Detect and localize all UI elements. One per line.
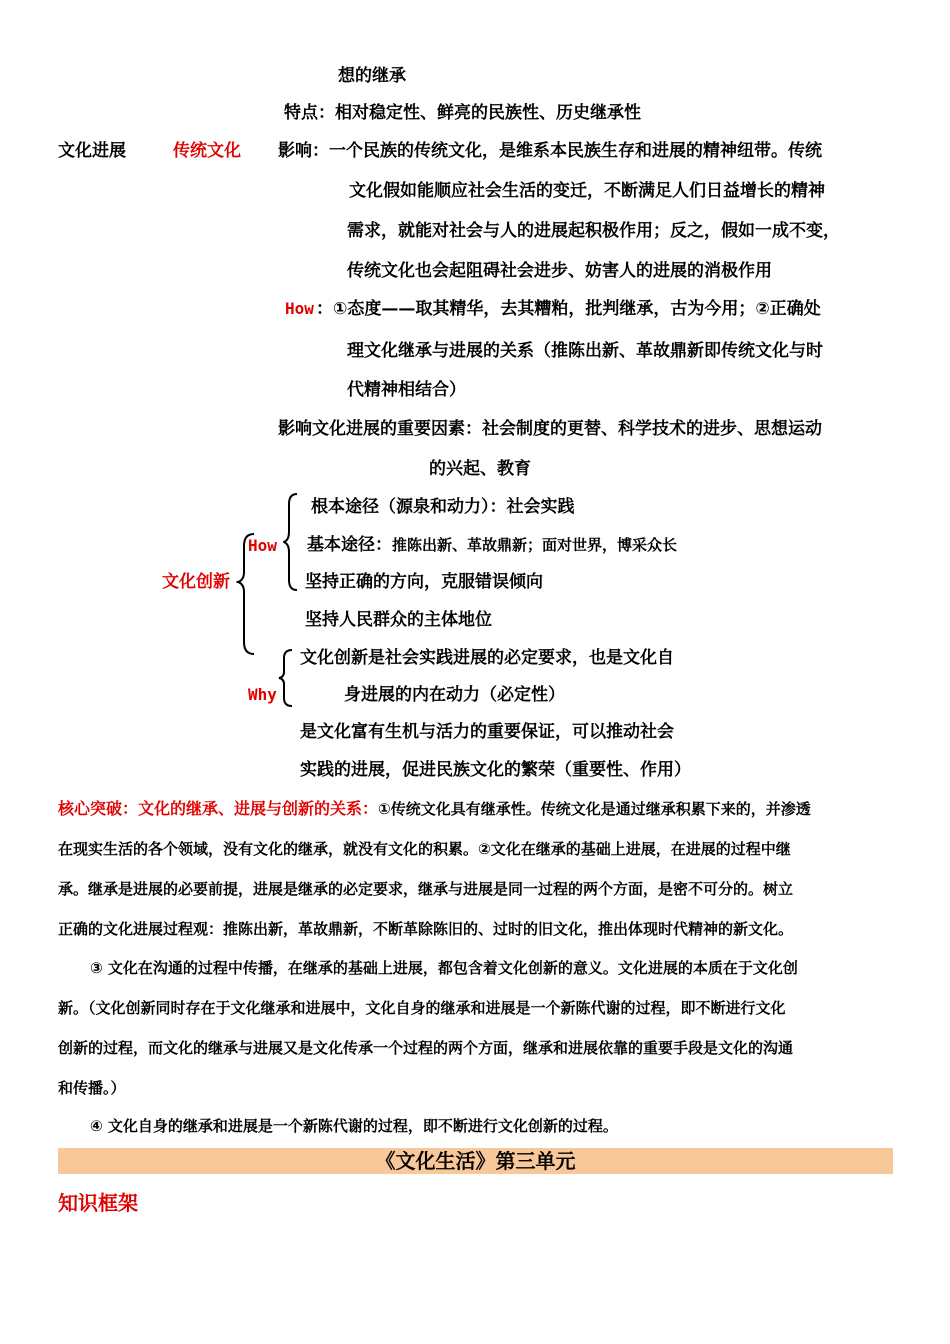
influence-line-2: 文化假如能顺应社会生活的变迁，不断满足人们日益增长的精神	[349, 181, 825, 201]
label-wenhua-jinzhan: 文化进展	[58, 141, 126, 161]
core-p3-line-2: 新。（文化创新同时存在于文化继承和进展中，文化自身的继承和进展是一个新陈代谢的过程，即不断进行文化	[58, 999, 786, 1017]
core-line-3: 承。继承是进展的必要前提，进展是继承的必定要求，继承与进展是同一过程的两个方面，是密不可分的。树立	[58, 880, 794, 898]
how-brace	[283, 492, 299, 592]
how-line-3: 代精神相结合）	[347, 380, 466, 400]
core-p3-line-3: 创新的过程，而文化的继承与进展又是文化传承一个过程的两个方面，继承和进展依靠的重要手段是文化的沟通	[58, 1039, 794, 1057]
why-brace	[278, 648, 294, 708]
label-chuantong-wenhua: 传统文化	[173, 141, 241, 161]
factors-line-2: 的兴起、教育	[429, 459, 531, 479]
how-line-2: 理文化继承与进展的关系（推陈出新、革故鼎新即传统文化与时	[347, 341, 823, 361]
unit-banner	[58, 1148, 893, 1174]
unit-banner-title: 《文化生活》第三单元	[375, 1149, 576, 1173]
label-wenhua-chuangxin: 文化创新	[162, 572, 230, 592]
direction-line: 坚持正确的方向，克服错误倾向	[305, 572, 543, 592]
influence-line-1: 影响：一个民族的传统文化，是维系本民族生存和进展的精神纽带。传统	[278, 141, 822, 161]
basic-path-label: 基本途径：	[307, 535, 392, 555]
root-path: 根本途径（源泉和动力）：社会实践	[311, 497, 575, 517]
why-line-4: 实践的进展，促进民族文化的繁荣（重要性、作用）	[300, 760, 691, 780]
people-line: 坚持人民群众的主体地位	[305, 610, 492, 630]
influence-line-4: 传统文化也会起阻碍社会进步、妨害人的进展的消极作用	[347, 261, 772, 281]
section-heading: 知识框架	[58, 1191, 138, 1215]
core-line-4: 正确的文化进展过程观：推陈出新，革故鼎新，不断革除陈旧的、过时的旧文化，推出体现时代精神的新文化。	[58, 920, 794, 938]
how-line-1: ：①态度——取其精华，去其糟粕，批判继承，古为今用；②正确处	[316, 299, 821, 319]
innovation-how-label: How	[248, 536, 277, 555]
features-line: 特点：相对稳定性、鲜亮的民族性、历史继承性	[284, 103, 641, 123]
why-line-1: 文化创新是社会实践进展的必定要求，也是文化自	[300, 648, 674, 668]
core-line-1	[58, 799, 811, 819]
basic-path	[307, 535, 677, 555]
basic-path-detail: 推陈出新、革故鼎新；面对世界，博采众长	[392, 536, 678, 554]
core-label: 核心突破：文化的继承、进展与创新的关系：	[58, 799, 379, 818]
innovation-why-label: Why	[248, 685, 277, 704]
core-first: ①传统文化具有继承性。传统文化是通过继承积累下来的，并渗透	[378, 800, 811, 818]
core-line-2: 在现实生活的各个领域，没有文化的继承，就没有文化的积累。②文化在继承的基础上进展，在进展的过程中继	[58, 840, 791, 858]
why-line-3: 是文化富有生机与活力的重要保证，可以推动社会	[300, 722, 674, 742]
core-p3-line-1: ③ 文化在沟通的过程中传播，在继承的基础上进展，都包含着文化创新的意义。文化进展的本质在于文化创	[90, 959, 798, 977]
how-label: How	[285, 299, 314, 318]
influence-line-3: 需求，就能对社会与人的进展起积极作用；反之，假如一成不变，	[347, 221, 840, 241]
inherit-line: 想的继承	[338, 66, 406, 86]
core-p3-line-4: 和传播。）	[58, 1079, 126, 1097]
why-line-2: 身进展的内在动力（必定性）	[344, 685, 565, 705]
factors-line-1: 影响文化进展的重要因素：社会制度的更替、科学技术的进步、思想运动	[278, 419, 822, 439]
core-p4: ④ 文化自身的继承和进展是一个新陈代谢的过程，即不断进行文化创新的过程。	[90, 1117, 618, 1135]
